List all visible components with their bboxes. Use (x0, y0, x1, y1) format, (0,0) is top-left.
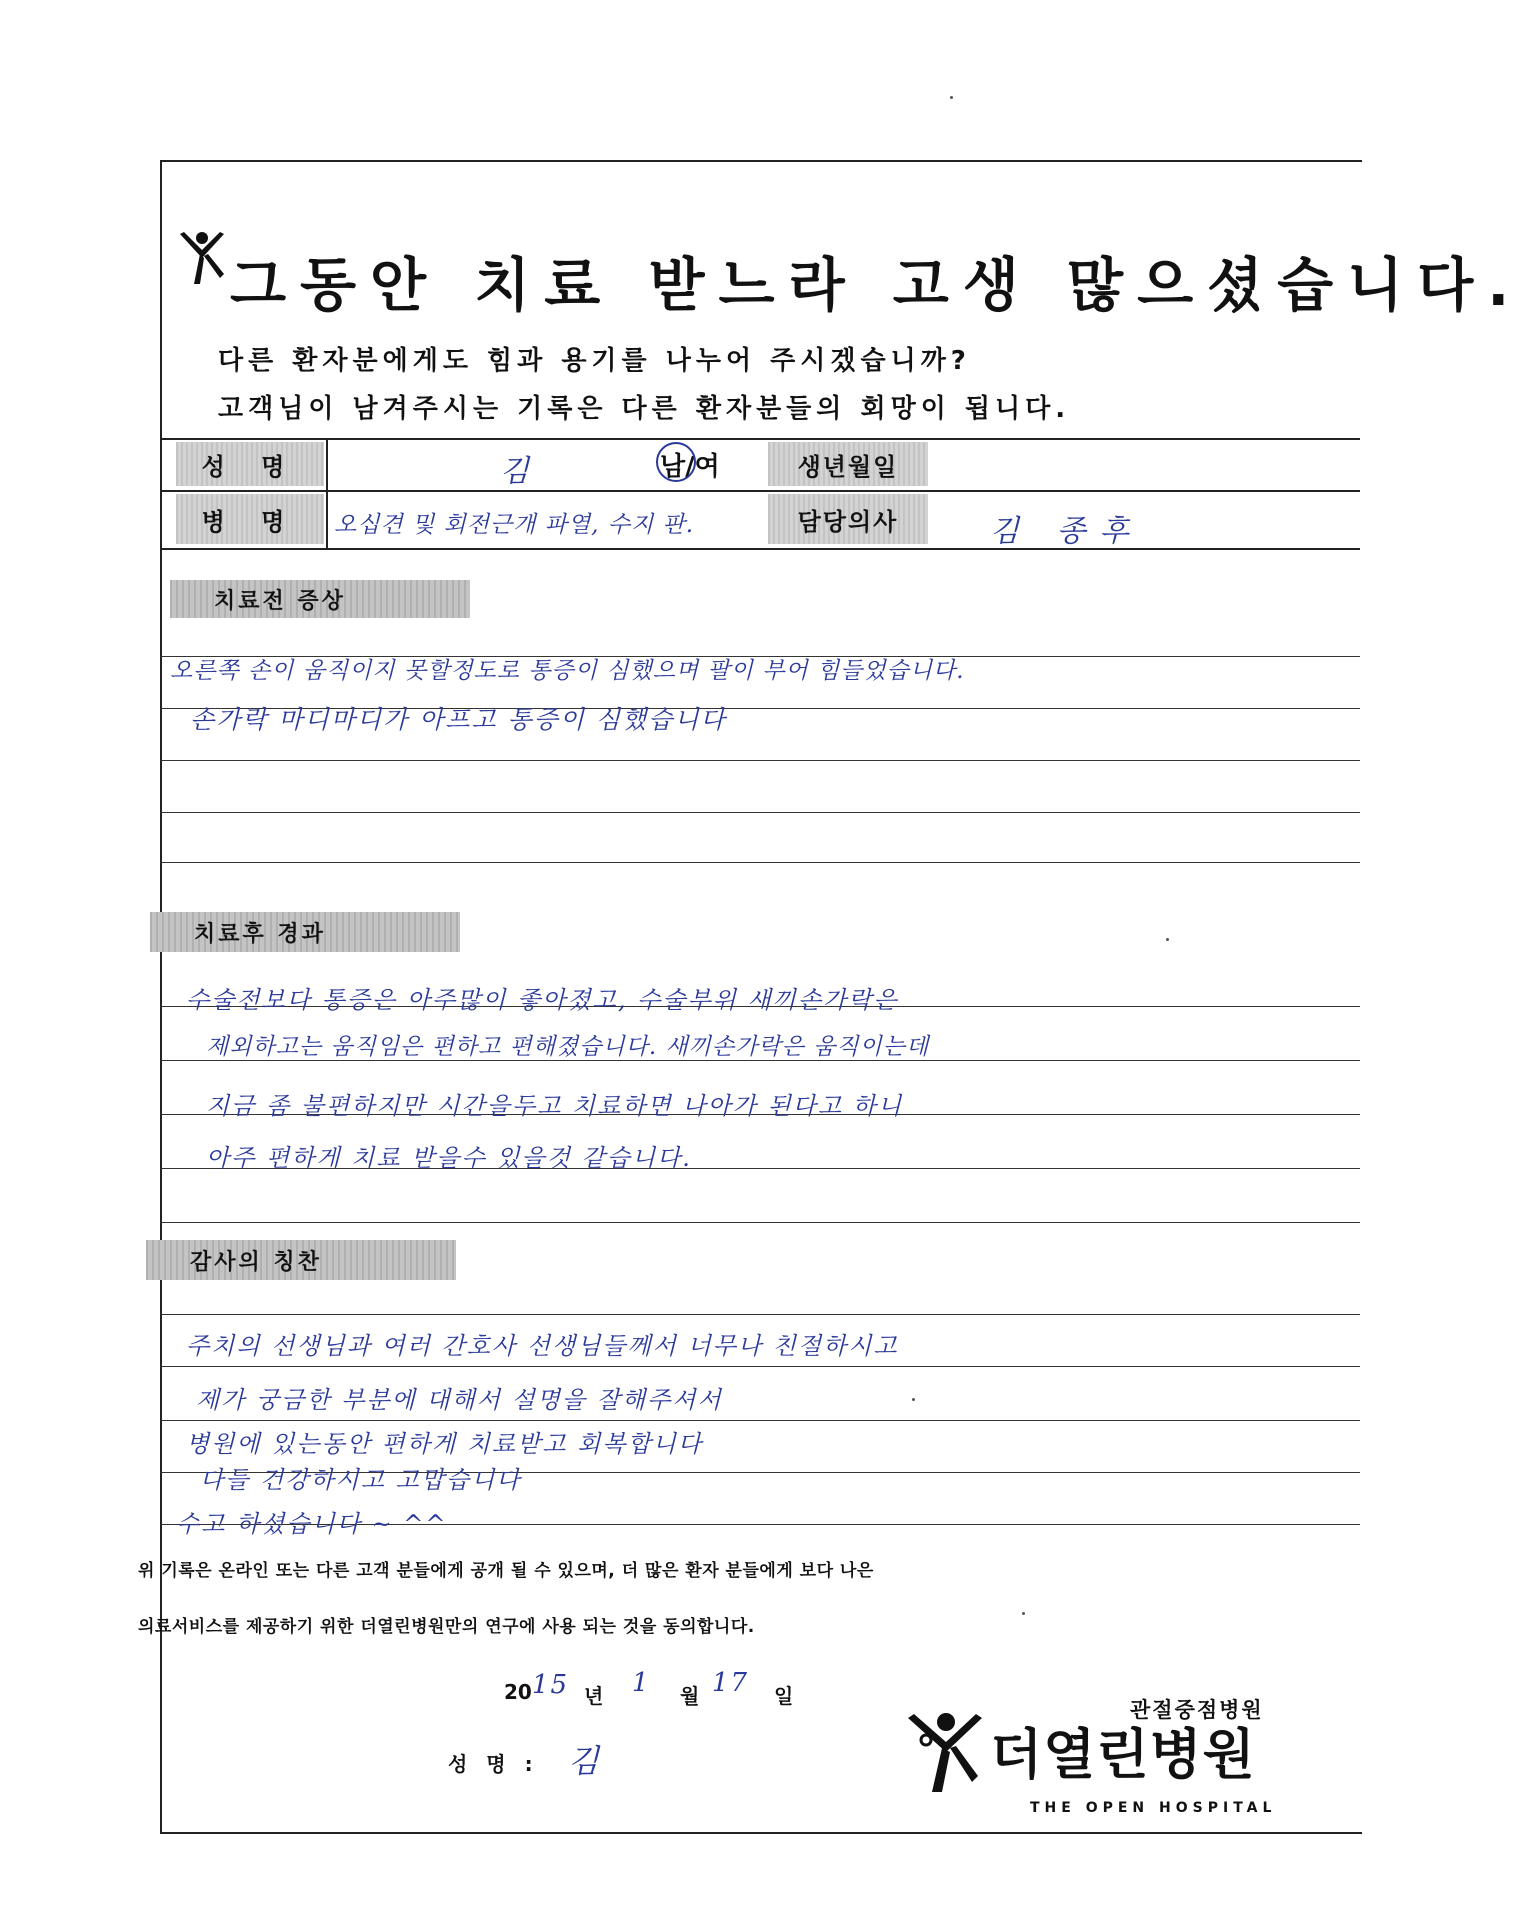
before-line-1: 오른쪽 손이 움직이지 못할정도로 통증이 심했으며 팔이 부어 힘들었습니다. (170, 658, 965, 684)
intro-line-1: 다른 환자분에게도 힘과 용기를 나누어 주시겠습니까? (218, 346, 971, 376)
date-year-prefix: 20 (504, 1680, 532, 1704)
after-progress-heading: 치료후 경과 (150, 912, 460, 952)
page-title: 그동안 치료 받느라 고생 많으셨습니다. (230, 251, 1523, 319)
after-line-1: 수술전보다 통증은 아주많이 좋아졌고, 수술부위 새끼손가락은 (186, 986, 899, 1014)
hospital-logo-icon (176, 228, 228, 286)
after-line-2: 제외하고는 움직임은 편하고 편해졌습니다. 새끼손가락은 움직이는데 (206, 1034, 930, 1060)
brand-logo-icon (906, 1710, 984, 1794)
name-label: 성 명 (176, 442, 324, 486)
before-line-2: 손가락 마디마디가 아프고 통증이 심했습니다 (190, 705, 727, 734)
date-month: 1 (632, 1668, 651, 1698)
thanks-rule-2 (160, 1366, 1360, 1367)
after-line-4: 아주 편하게 치료 받을수 있을것 같습니다. (206, 1144, 692, 1172)
birth-label: 생년월일 (768, 442, 928, 486)
thanks-line-5: 수고 하셨습니다 ~ ^^ (176, 1510, 448, 1538)
before-rule-5 (160, 862, 1360, 863)
info-bottom-rule (160, 548, 1360, 550)
consent-line-2: 의료서비스를 제공하기 위한 더열린병원만의 연구에 사용 되는 것을 동의합니다. (138, 1617, 755, 1637)
scan-speck (950, 96, 953, 99)
info-vertical-rule (326, 438, 328, 548)
brand-english: THE OPEN HOSPITAL (1030, 1800, 1277, 1816)
consent-line-1: 위 기록은 온라인 또는 다른 고객 분들에게 공개 될 수 있으며, 더 많은 환자 분들에게 보다 나은 (138, 1561, 874, 1581)
scan-speck (1022, 1612, 1025, 1615)
thanks-rule-1 (160, 1314, 1360, 1315)
thanks-line-2: 제가 궁금한 부분에 대해서 설명을 잘해주셔서 (196, 1386, 723, 1414)
thanks-line-3: 병원에 있는동안 편하게 치료받고 회복합니다 (186, 1430, 704, 1458)
brand-subtitle: 관절중점병원 (1130, 1698, 1264, 1722)
signature-label: 성 명 : (448, 1752, 539, 1776)
info-top-rule (160, 438, 1360, 440)
thanks-heading: 감사의 칭찬 (146, 1240, 456, 1280)
thanks-rule-3 (160, 1420, 1360, 1421)
disease-label: 병 명 (176, 494, 324, 544)
before-rule-3 (160, 760, 1360, 761)
before-rule-4 (160, 812, 1360, 813)
date-year: 15 (532, 1670, 570, 1700)
info-middle-rule (160, 490, 1360, 492)
gender-circle-mark (656, 442, 696, 482)
date-day: 17 (712, 1668, 750, 1698)
thanks-line-1: 주치의 선생님과 여러 간호사 선생님들께서 너무나 친절하시고 (186, 1332, 899, 1360)
doctor-label: 담당의사 (768, 494, 928, 544)
scan-speck (1166, 938, 1169, 941)
gender-selector (660, 446, 720, 483)
after-rule-5 (160, 1222, 1360, 1223)
doctor-value: 김 종후 (990, 514, 1143, 549)
disease-value: 오십견 및 회전근개 파열, 수지 판. (334, 512, 695, 538)
date-day-label: 일 (774, 1684, 794, 1708)
after-line-3: 지금 좀 불편하지만 시간을두고 치료하면 나아가 된다고 하니 (206, 1092, 904, 1120)
date-month-label: 월 (680, 1684, 700, 1708)
thanks-line-4: 다들 건강하시고 고맙습니다 (200, 1466, 522, 1494)
name-value: 김 (500, 454, 531, 489)
before-symptoms-heading: 치료전 증상 (170, 580, 470, 618)
intro-line-2: 고객님이 남겨주시는 기록은 다른 환자분들의 회망이 됩니다. (218, 394, 1071, 424)
scan-speck (912, 1398, 915, 1401)
date-year-label: 년 (584, 1684, 604, 1708)
gender-options: 남/여 (660, 452, 720, 482)
brand-name: 더열린병원 (990, 1723, 1256, 1786)
signature-value: 김 (568, 1742, 601, 1780)
